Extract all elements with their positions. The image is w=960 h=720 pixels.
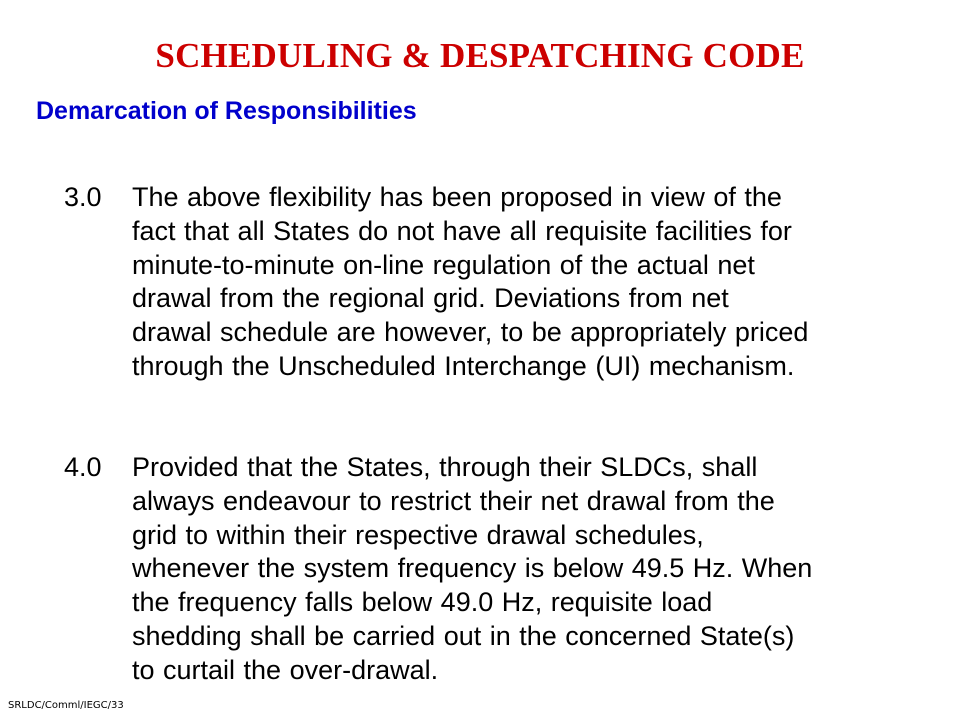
- paragraph-number: 4.0: [64, 452, 102, 482]
- paragraph-line: grid to within their respective drawal schedules,: [132, 519, 704, 550]
- slide-title: SCHEDULING & DESPATCHING CODE: [155, 36, 805, 75]
- paragraph-body: [132, 181, 942, 384]
- paragraph-line: drawal from the regional grid. Deviations from net: [132, 283, 729, 314]
- paragraph-body: [132, 451, 942, 688]
- paragraph-line: shedding shall be carried out in the concerned State(s): [132, 620, 795, 651]
- paragraph-line: The above flexibility has been proposed in view of the: [132, 182, 782, 212]
- paragraph-number: 3.0: [64, 182, 102, 212]
- slide-footer-reference: SRLDC/Comml/IEGC/33: [8, 700, 124, 711]
- paragraph-line: the frequency falls below 49.0 Hz, requisite load: [132, 587, 713, 618]
- paragraph-line: whenever the system frequency is below 49.5 Hz. When: [132, 553, 813, 584]
- paragraph-line: fact that all States do not have all requisite facilities for: [132, 215, 792, 246]
- paragraph-line: to curtail the over-drawal.: [132, 654, 439, 685]
- section-heading: Demarcation of Responsibilities: [36, 97, 417, 125]
- paragraph-line: minute-to-minute on-line regulation of the actual net: [132, 249, 755, 280]
- paragraph-line: drawal schedule are however, to be appropriately priced: [132, 317, 809, 348]
- paragraph-line: always endeavour to restrict their net drawal from the: [132, 485, 775, 516]
- paragraph-line: Provided that the States, through their SLDCs, shall: [132, 452, 758, 482]
- paragraph-line: through the Unscheduled Interchange (UI) mechanism.: [132, 350, 795, 381]
